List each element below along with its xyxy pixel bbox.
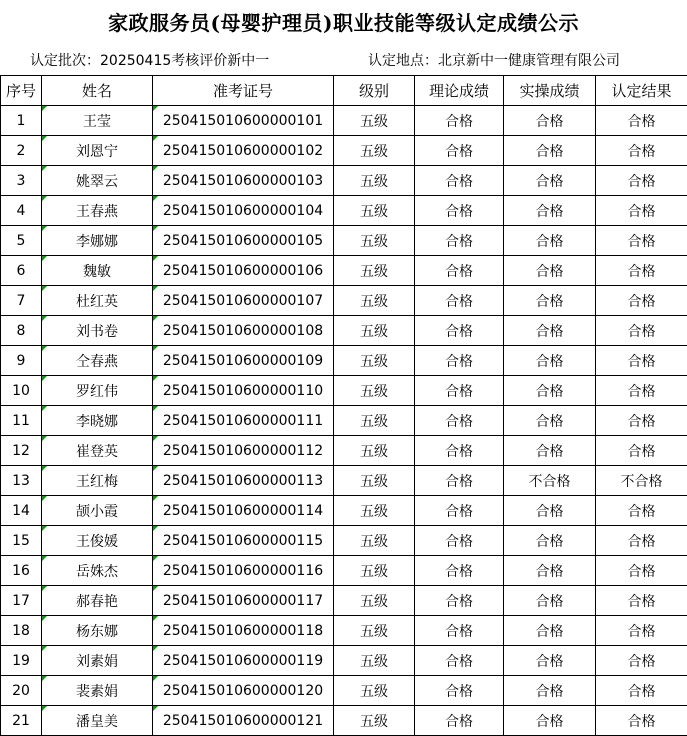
cell-name: 岳姝杰 [42,556,153,586]
table-row [1,646,687,676]
cell-seq: 14 [1,496,42,526]
cell-level: 五级 [334,706,415,736]
cell-level: 五级 [334,616,415,646]
cell-theory: 合格 [415,556,504,586]
cell-name: 李晓娜 [42,406,153,436]
cell-exam-id: 250415010600000118 [153,616,334,646]
cell-practical: 合格 [504,436,596,466]
cell-exam-id: 250415010600000112 [153,436,334,466]
cell-practical: 合格 [504,406,596,436]
cell-result: 合格 [596,166,687,196]
cell-name: 郝春艳 [42,586,153,616]
table-row [1,586,687,616]
batch-label: 认定批次：20250415考核评价新中一 [30,50,269,72]
cell-practical: 合格 [504,706,596,736]
cell-name: 潘皇美 [42,706,153,736]
cell-exam-id: 250415010600000109 [153,346,334,376]
cell-practical: 合格 [504,106,596,136]
cell-result: 合格 [596,706,687,736]
table-row [1,346,687,376]
cell-level: 五级 [334,406,415,436]
cell-result: 合格 [596,256,687,286]
table-row [1,136,687,166]
table-row [1,256,687,286]
cell-result: 合格 [596,676,687,706]
cell-practical: 合格 [504,586,596,616]
cell-level: 五级 [334,136,415,166]
cell-seq: 21 [1,706,42,736]
col-header-exam-id: 准考证号 [153,76,334,106]
cell-level: 五级 [334,166,415,196]
cell-name: 杜红英 [42,286,153,316]
cell-practical: 合格 [504,646,596,676]
cell-theory: 合格 [415,136,504,166]
cell-practical: 合格 [504,346,596,376]
cell-name: 王红梅 [42,466,153,496]
cell-name: 王莹 [42,106,153,136]
cell-practical: 合格 [504,286,596,316]
cell-exam-id: 250415010600000102 [153,136,334,166]
cell-exam-id: 250415010600000111 [153,406,334,436]
cell-level: 五级 [334,466,415,496]
cell-result: 合格 [596,646,687,676]
cell-result: 不合格 [596,466,687,496]
location-label: 认定地点：北京新中一健康管理有限公司 [368,50,620,72]
cell-theory: 合格 [415,166,504,196]
col-header-name: 姓名 [42,76,153,106]
cell-level: 五级 [334,256,415,286]
cell-level: 五级 [334,586,415,616]
cell-level: 五级 [334,316,415,346]
cell-theory: 合格 [415,466,504,496]
cell-level: 五级 [334,376,415,406]
cell-exam-id: 250415010600000108 [153,316,334,346]
cell-name: 崔登英 [42,436,153,466]
cell-practical: 合格 [504,496,596,526]
cell-practical: 合格 [504,556,596,586]
cell-theory: 合格 [415,376,504,406]
cell-seq: 11 [1,406,42,436]
cell-name: 李娜娜 [42,226,153,256]
col-header-result: 认定结果 [596,76,687,106]
cell-theory: 合格 [415,106,504,136]
table-row [1,436,687,466]
table-row [1,526,687,556]
cell-name: 颉小霞 [42,496,153,526]
cell-practical: 合格 [504,616,596,646]
cell-seq: 5 [1,226,42,256]
col-header-practical: 实操成绩 [504,76,596,106]
cell-result: 合格 [596,406,687,436]
cell-level: 五级 [334,496,415,526]
cell-theory: 合格 [415,286,504,316]
cell-result: 合格 [596,196,687,226]
cell-seq: 13 [1,466,42,496]
cell-exam-id: 250415010600000101 [153,106,334,136]
col-header-theory: 理论成绩 [415,76,504,106]
table-row [1,166,687,196]
cell-seq: 4 [1,196,42,226]
cell-name: 姚翠云 [42,166,153,196]
table-row [1,106,687,136]
cell-exam-id: 250415010600000105 [153,226,334,256]
cell-result: 合格 [596,226,687,256]
table-row [1,286,687,316]
cell-practical: 合格 [504,136,596,166]
cell-seq: 3 [1,166,42,196]
grades-table [0,75,687,736]
cell-theory: 合格 [415,676,504,706]
cell-level: 五级 [334,676,415,706]
cell-theory: 合格 [415,526,504,556]
table-row [1,616,687,646]
col-header-seq: 序号 [1,76,42,106]
table-row [1,376,687,406]
cell-result: 合格 [596,106,687,136]
cell-seq: 6 [1,256,42,286]
table-row [1,316,687,346]
cell-exam-id: 250415010600000116 [153,556,334,586]
cell-theory: 合格 [415,226,504,256]
cell-theory: 合格 [415,646,504,676]
cell-seq: 16 [1,556,42,586]
cell-practical: 合格 [504,676,596,706]
cell-seq: 18 [1,616,42,646]
cell-name: 杨东娜 [42,616,153,646]
cell-result: 合格 [596,556,687,586]
cell-exam-id: 250415010600000115 [153,526,334,556]
cell-seq: 2 [1,136,42,166]
cell-theory: 合格 [415,406,504,436]
cell-theory: 合格 [415,316,504,346]
cell-theory: 合格 [415,496,504,526]
cell-level: 五级 [334,286,415,316]
cell-result: 合格 [596,526,687,556]
table-row [1,466,687,496]
cell-result: 合格 [596,586,687,616]
cell-level: 五级 [334,556,415,586]
cell-theory: 合格 [415,196,504,226]
cell-level: 五级 [334,526,415,556]
cell-practical: 合格 [504,526,596,556]
cell-seq: 15 [1,526,42,556]
cell-exam-id: 250415010600000117 [153,586,334,616]
cell-practical: 合格 [504,166,596,196]
cell-theory: 合格 [415,436,504,466]
cell-seq: 8 [1,316,42,346]
page-title: 家政服务员(母婴护理员)职业技能等级认定成绩公示 [0,6,687,40]
cell-seq: 19 [1,646,42,676]
cell-name: 王俊媛 [42,526,153,556]
cell-practical: 合格 [504,196,596,226]
cell-exam-id: 250415010600000110 [153,376,334,406]
cell-practical: 合格 [504,226,596,256]
cell-seq: 7 [1,286,42,316]
cell-name: 刘书卷 [42,316,153,346]
table-row [1,556,687,586]
cell-theory: 合格 [415,706,504,736]
cell-result: 合格 [596,496,687,526]
cell-exam-id: 250415010600000103 [153,166,334,196]
cell-name: 罗红伟 [42,376,153,406]
cell-level: 五级 [334,646,415,676]
cell-seq: 12 [1,436,42,466]
table-row [1,226,687,256]
cell-seq: 9 [1,346,42,376]
cell-theory: 合格 [415,586,504,616]
cell-name: 仝春燕 [42,346,153,376]
cell-name: 裴素娟 [42,676,153,706]
cell-level: 五级 [334,196,415,226]
cell-practical: 不合格 [504,466,596,496]
table-row [1,496,687,526]
cell-exam-id: 250415010600000113 [153,466,334,496]
cell-result: 合格 [596,346,687,376]
cell-practical: 合格 [504,376,596,406]
cell-level: 五级 [334,226,415,256]
cell-level: 五级 [334,106,415,136]
cell-result: 合格 [596,436,687,466]
cell-name: 刘恩宁 [42,136,153,166]
cell-seq: 10 [1,376,42,406]
cell-theory: 合格 [415,346,504,376]
cell-result: 合格 [596,286,687,316]
col-header-level: 级别 [334,76,415,106]
cell-exam-id: 250415010600000119 [153,646,334,676]
cell-exam-id: 250415010600000106 [153,256,334,286]
cell-practical: 合格 [504,316,596,346]
cell-exam-id: 250415010600000107 [153,286,334,316]
table-row [1,406,687,436]
cell-name: 王春燕 [42,196,153,226]
cell-theory: 合格 [415,256,504,286]
header-row [1,76,687,106]
cell-exam-id: 250415010600000114 [153,496,334,526]
cell-name: 刘素娟 [42,646,153,676]
cell-name: 魏敏 [42,256,153,286]
cell-seq: 1 [1,106,42,136]
cell-exam-id: 250415010600000104 [153,196,334,226]
table-row [1,676,687,706]
cell-result: 合格 [596,376,687,406]
table-row [1,706,687,736]
cell-level: 五级 [334,436,415,466]
cell-seq: 20 [1,676,42,706]
cell-result: 合格 [596,136,687,166]
cell-result: 合格 [596,316,687,346]
cell-exam-id: 250415010600000120 [153,676,334,706]
cell-practical: 合格 [504,256,596,286]
cell-theory: 合格 [415,616,504,646]
cell-level: 五级 [334,346,415,376]
cell-result: 合格 [596,616,687,646]
cell-exam-id: 250415010600000121 [153,706,334,736]
cell-seq: 17 [1,586,42,616]
table-row [1,196,687,226]
